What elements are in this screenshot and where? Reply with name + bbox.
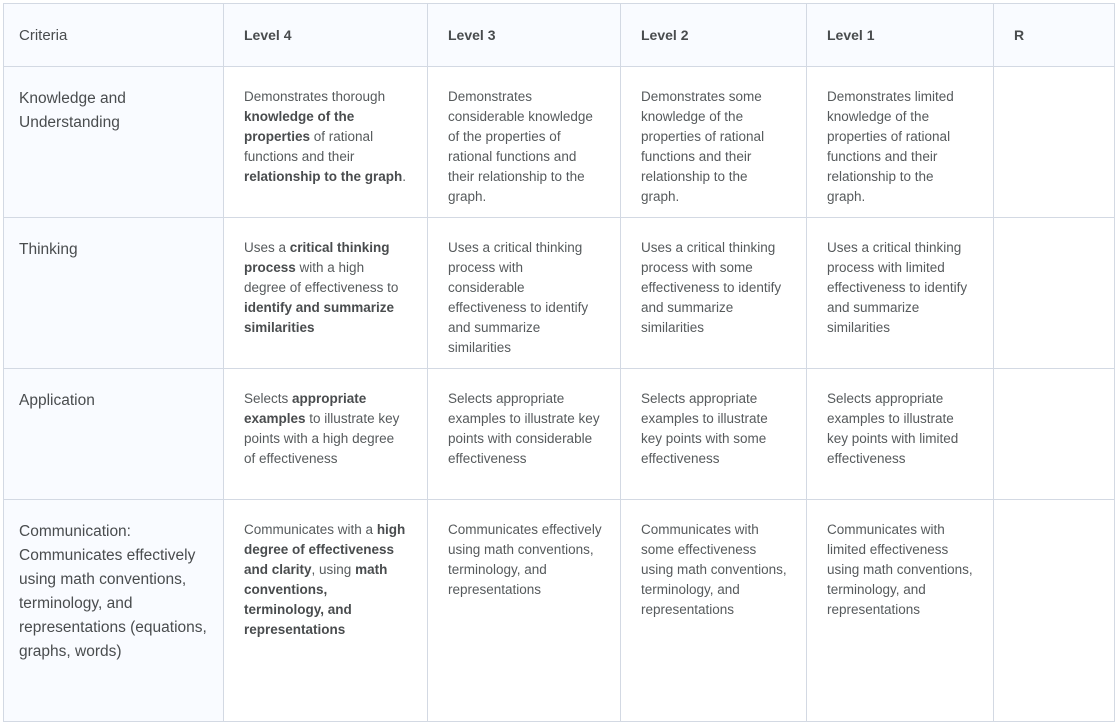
level-2-cell[interactable]: Selects appropriate examples to illustrate key points with some effectiveness — [621, 369, 807, 500]
level-2-cell[interactable]: Communicates with some effectiveness using math conventions, terminology, and representations — [621, 500, 807, 722]
score-cell — [994, 369, 1115, 500]
level-3-cell[interactable]: Demonstrates considerable knowledge of the properties of rational functions and their relationship to the graph. — [428, 67, 621, 218]
level-4-emphasis: appropriate examples — [244, 391, 367, 426]
level-2-header: Level 2 — [621, 4, 807, 67]
level-4-emphasis: critical thinking process — [244, 240, 390, 275]
level-3-cell[interactable]: Uses a critical thinking process with considerable effectiveness to identify and summarize similarities — [428, 218, 621, 369]
level-4-emphasis: relationship to the graph — [244, 169, 403, 184]
score-header: R — [994, 4, 1115, 67]
level-4-cell[interactable] — [224, 67, 428, 218]
level-4-text: Selects — [244, 391, 293, 406]
criterion-label: Knowledge and Understanding — [4, 67, 224, 218]
level-4-text: Demonstrates thorough — [244, 89, 386, 104]
criterion-label: Application — [4, 369, 224, 500]
level-4-emphasis: identify and summarize similarities — [244, 300, 395, 335]
level-4-cell[interactable] — [224, 500, 428, 722]
level-4-text: Communicates with a — [244, 522, 377, 537]
score-cell — [994, 218, 1115, 369]
level-4-emphasis: knowledge of the properties — [244, 109, 355, 144]
rubric-header-row — [4, 4, 1115, 67]
level-4-emphasis: math conventions, terminology, and representations — [244, 562, 388, 637]
criteria-header: Criteria — [4, 4, 224, 67]
level-1-header: Level 1 — [807, 4, 994, 67]
rubric-row-communication — [4, 500, 1115, 722]
level-1-cell[interactable]: Uses a critical thinking process with limited effectiveness to identify and summarize similarities — [807, 218, 994, 369]
score-cell — [994, 67, 1115, 218]
rubric-row-application — [4, 369, 1115, 500]
level-4-text: Uses a — [244, 240, 290, 255]
rubric-row-knowledge — [4, 67, 1115, 218]
level-3-cell[interactable]: Communicates effectively using math conventions, terminology, and representations — [428, 500, 621, 722]
level-4-text: . — [402, 169, 407, 184]
score-cell — [994, 500, 1115, 722]
level-4-text: of rational functions and their — [244, 129, 374, 164]
level-1-cell[interactable]: Demonstrates limited knowledge of the properties of rational functions and their relationship to the graph. — [807, 67, 994, 218]
level-4-emphasis: high degree of effectiveness and clarity — [244, 522, 406, 577]
level-4-text: to illustrate key points with a high degree of effectiveness — [244, 411, 400, 466]
level-1-cell[interactable]: Communicates with limited effectiveness using math conventions, terminology, and representations — [807, 500, 994, 722]
criterion-label: Thinking — [4, 218, 224, 369]
level-4-cell[interactable] — [224, 218, 428, 369]
level-3-cell[interactable]: Selects appropriate examples to illustrate key points with considerable effectiveness — [428, 369, 621, 500]
level-4-text: , using — [311, 562, 356, 577]
criterion-label: Communication: Communicates effectively using math conventions, terminology, and representations (equations, graphs, words) — [4, 500, 224, 722]
level-3-header: Level 3 — [428, 4, 621, 67]
level-2-cell[interactable]: Demonstrates some knowledge of the properties of rational functions and their relationship to the graph. — [621, 67, 807, 218]
level-4-header: Level 4 — [224, 4, 428, 67]
rubric-row-thinking — [4, 218, 1115, 369]
level-4-cell[interactable] — [224, 369, 428, 500]
level-4-text: with a high degree of effectiveness to — [244, 260, 399, 295]
level-2-cell[interactable]: Uses a critical thinking process with some effectiveness to identify and summarize similarities — [621, 218, 807, 369]
rubric-table — [3, 3, 1115, 722]
level-1-cell[interactable]: Selects appropriate examples to illustrate key points with limited effectiveness — [807, 369, 994, 500]
